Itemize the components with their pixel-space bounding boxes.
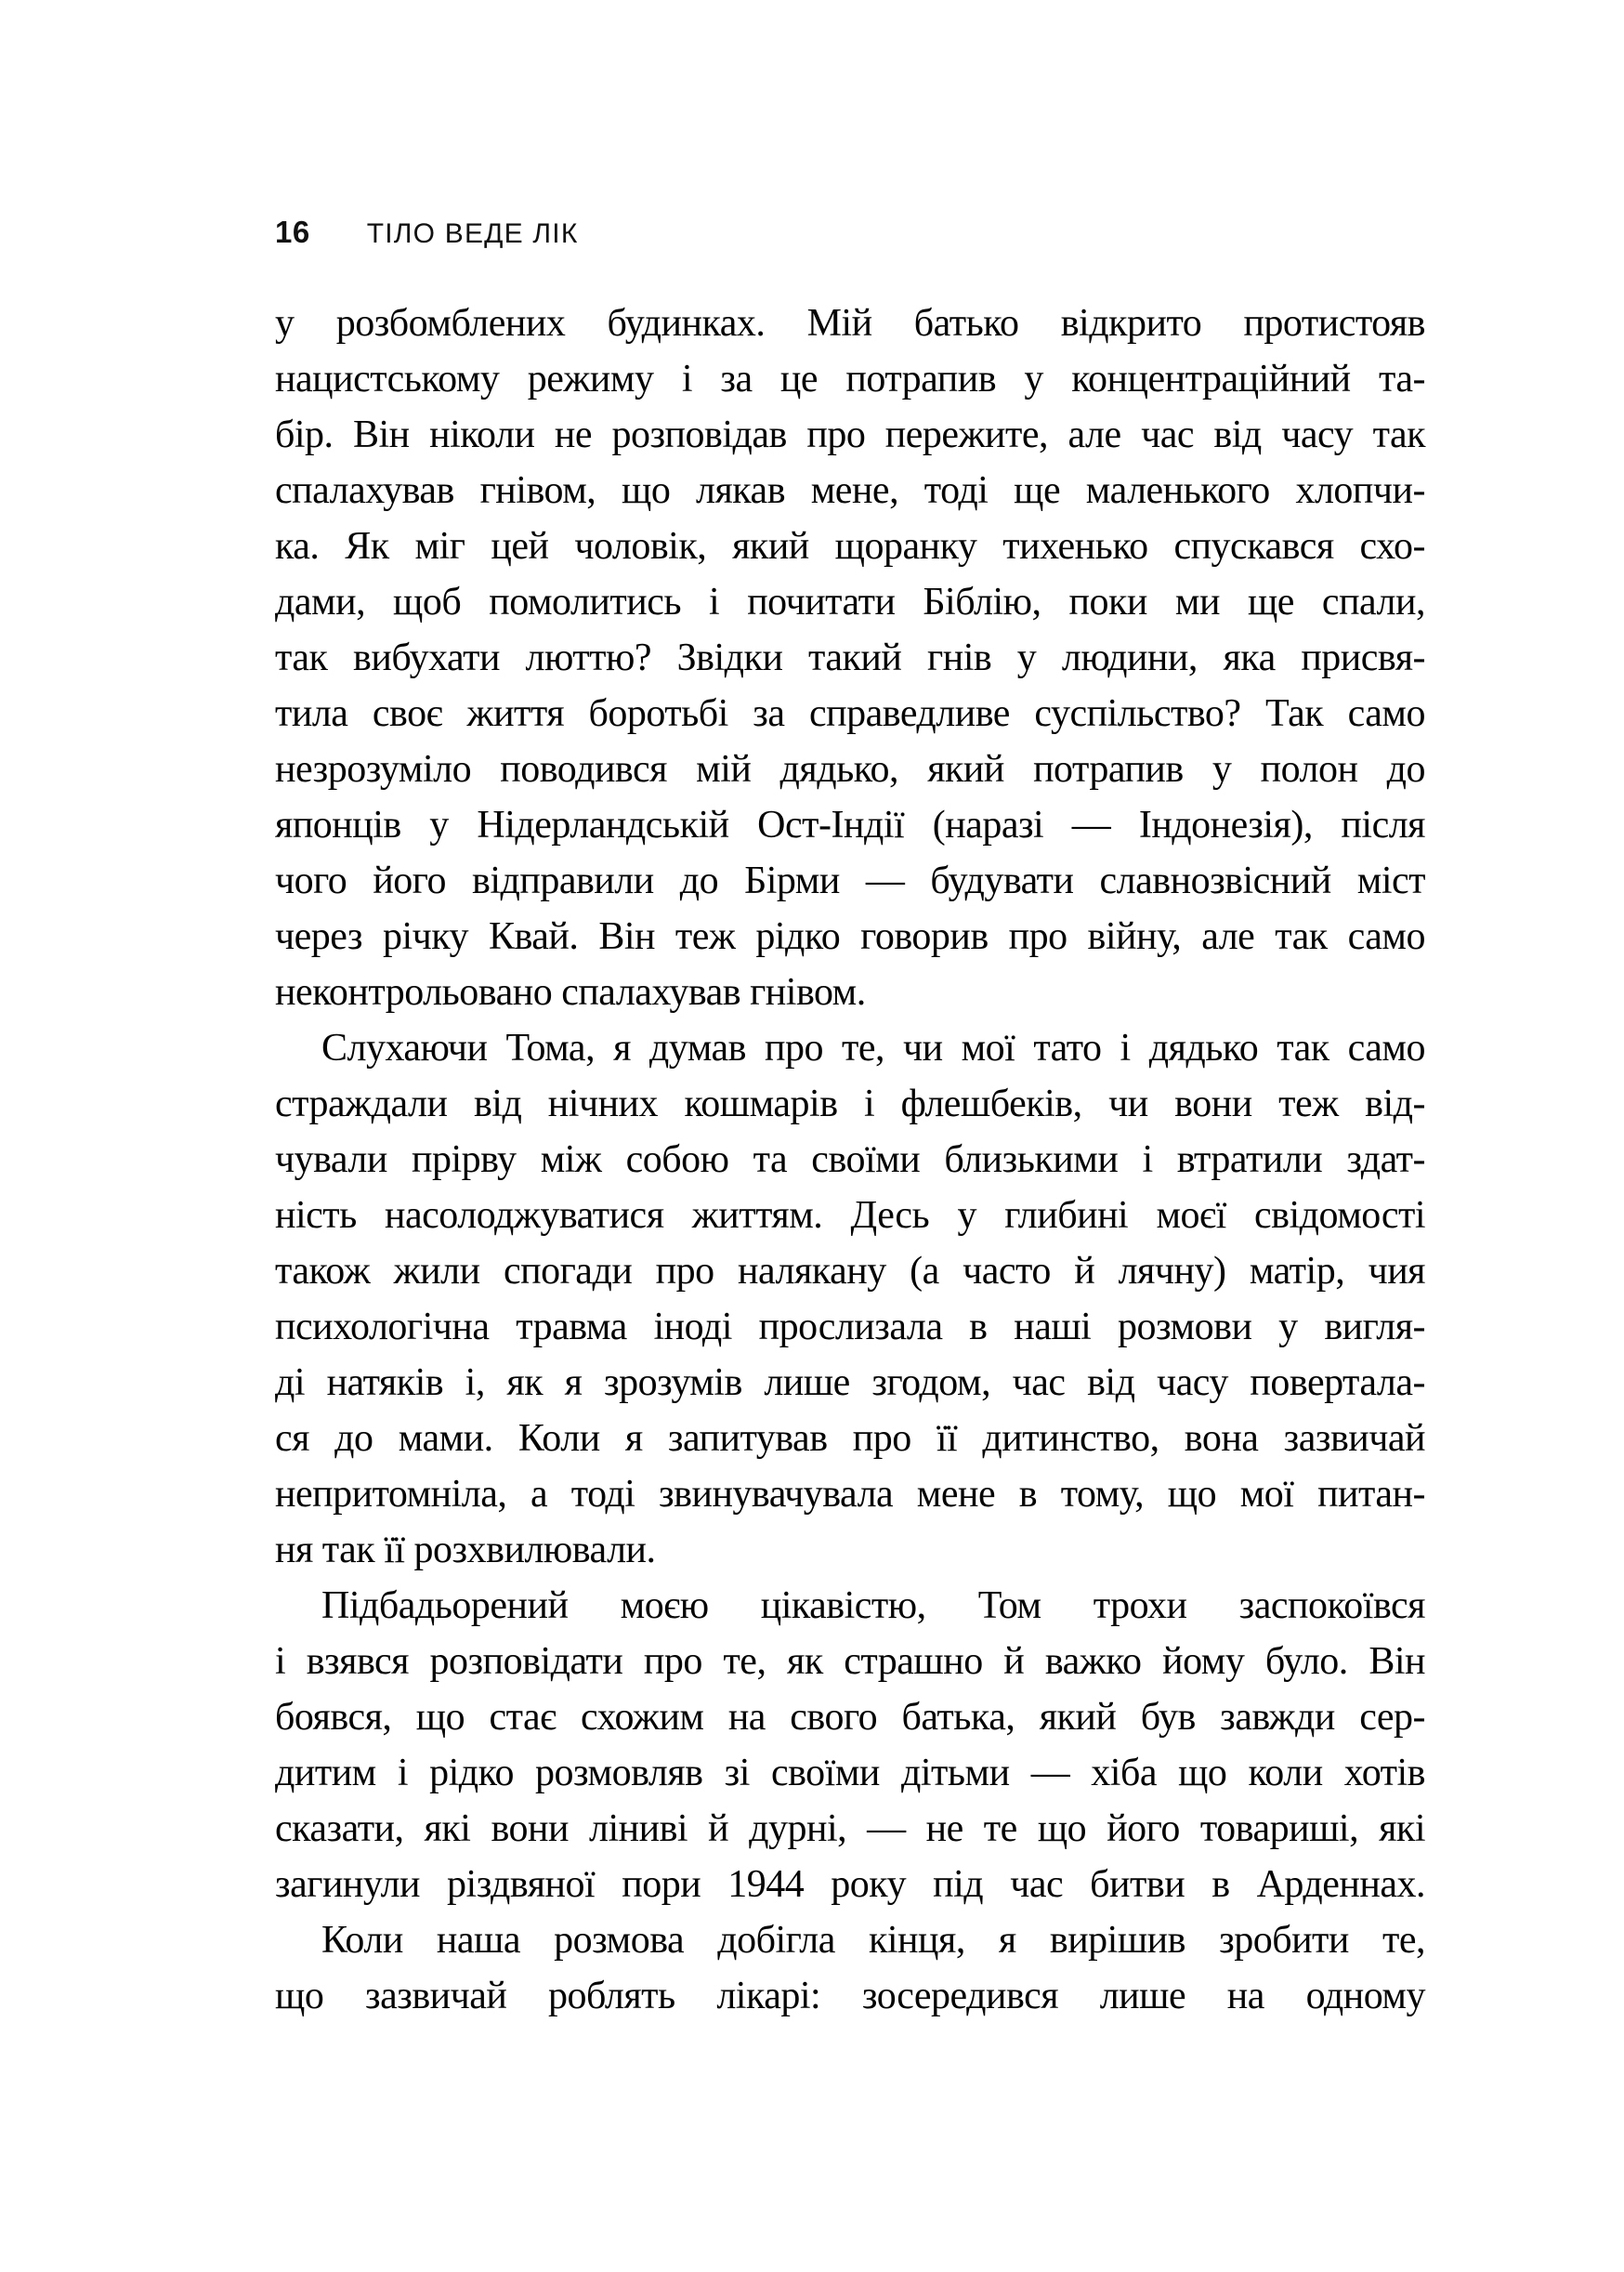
page-number-label: 16 bbox=[275, 215, 310, 249]
text-line: дитим і рідко розмовляв зі своїми дітьми — хіба що коли хотів bbox=[275, 1752, 1425, 1794]
text-line: психологічна травма іноді прослизала в наші розмови у вигля- bbox=[275, 1306, 1425, 1348]
text-line: також жили спогади про налякану (а часто й лячну) матір, чия bbox=[275, 1250, 1425, 1293]
text-line: Коли наша розмова добігла кінця, я вирішив зробити те, bbox=[321, 1919, 1425, 1962]
text-line: ка. Як міг цей чоловік, який щоранку тихенько спускався схо- bbox=[275, 525, 1425, 568]
text-line: боявся, що стає схожим на свого батька, який був завжди сер- bbox=[275, 1696, 1425, 1739]
running-title: ТІЛО ВЕДЕ ЛІК bbox=[366, 218, 579, 249]
text-line: так вибухати люттю? Звідки такий гнів у людини, яка присвя- bbox=[275, 637, 1425, 679]
text-line: неконтрольовано спалахував гнівом. bbox=[275, 971, 866, 1014]
text-line: ність насолоджуватися життям. Десь у глибині моєї свідомості bbox=[275, 1194, 1425, 1237]
text-line: Підбадьорений моєю цікавістю, Том трохи заспокоївся bbox=[321, 1584, 1425, 1627]
text-line: страждали від нічних кошмарів і флешбеків, чи вони теж від- bbox=[275, 1083, 1425, 1125]
text-line: бір. Він ніколи не розповідав про пережите, але час від часу так bbox=[275, 414, 1425, 456]
text-line: Слухаючи Тома, я думав про те, чи мої тато і дядько так само bbox=[321, 1027, 1425, 1070]
page-header bbox=[275, 215, 579, 250]
text-line: що зазвичай роблять лікарі: зосередився лише на одному bbox=[275, 1975, 1425, 2017]
text-line: японців у Нідерландській Ост-Індії (наразі — Індонезія), після bbox=[275, 804, 1425, 847]
text-line: ня так її розхвилювали. bbox=[275, 1529, 656, 1571]
text-line: через річку Квай. Він теж рідко говорив про війну, але так само bbox=[275, 915, 1425, 958]
text-line: тила своє життя боротьбі за справедливе суспільство? Так само bbox=[275, 692, 1425, 735]
text-line: сказати, які вони ліниві й дурні, — не те що його товариші, які bbox=[275, 1807, 1425, 1850]
text-line: дами, щоб помолитись і почитати Біблію, поки ми ще спали, bbox=[275, 581, 1425, 624]
text-line: загинули різдвяної пори 1944 року під час битви в Арденнах. bbox=[275, 1863, 1425, 1906]
text-line: у розбомблених будинках. Мій батько відкрито протистояв bbox=[275, 302, 1425, 345]
text-line: ся до мами. Коли я запитував про її дитинство, вона зазвичай bbox=[275, 1417, 1425, 1460]
text-line: і взявся розповідати про те, як страшно й важко йому було. Він bbox=[275, 1640, 1425, 1683]
text-line: непритомніла, а тоді звинувачувала мене в тому, що мої питан- bbox=[275, 1473, 1425, 1516]
text-line: чували прірву між собою та своїми близькими і втратили здат- bbox=[275, 1138, 1425, 1181]
text-line: чого його відправили до Бірми — будувати славнозвісний міст bbox=[275, 860, 1425, 902]
text-line: ді натяків і, як я зрозумів лише згодом, час від часу повертала- bbox=[275, 1361, 1425, 1404]
text-line: нацистському режиму і за це потрапив у концентраційний та- bbox=[275, 358, 1425, 401]
text-line: спалахував гнівом, що лякав мене, тоді ще маленького хлопчи- bbox=[275, 469, 1425, 512]
text-line: незрозуміло поводився мій дядько, який потрапив у полон до bbox=[275, 748, 1425, 791]
body-text bbox=[275, 295, 1425, 2024]
